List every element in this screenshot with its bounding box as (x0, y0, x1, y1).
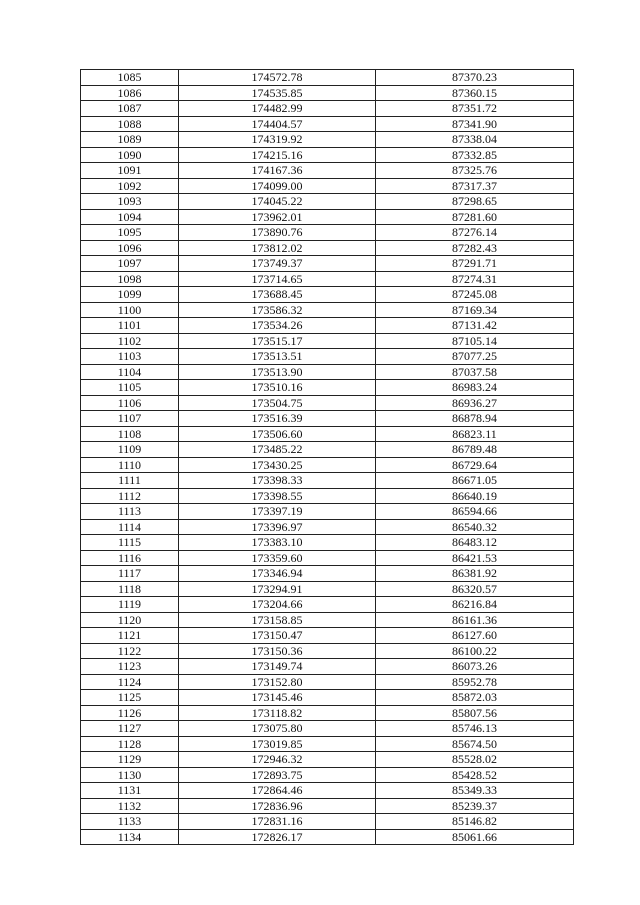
x-coordinate-cell: 174045.22 (179, 194, 376, 210)
y-coordinate-cell: 87274.31 (376, 271, 574, 287)
point-number-cell: 1096 (81, 240, 179, 256)
y-coordinate-cell: 86671.05 (376, 473, 574, 489)
point-number-cell: 1116 (81, 550, 179, 566)
point-number-cell: 1131 (81, 783, 179, 799)
y-coordinate-cell: 87317.37 (376, 178, 574, 194)
x-coordinate-cell: 173075.80 (179, 721, 376, 737)
table-row (81, 550, 574, 566)
point-number-cell: 1119 (81, 597, 179, 613)
point-number-cell: 1113 (81, 504, 179, 520)
y-coordinate-cell: 86823.11 (376, 426, 574, 442)
y-coordinate-cell: 85428.52 (376, 767, 574, 783)
x-coordinate-cell: 173152.80 (179, 674, 376, 690)
table-row (81, 519, 574, 535)
x-coordinate-cell: 173150.36 (179, 643, 376, 659)
table-row (81, 209, 574, 225)
x-coordinate-cell: 173749.37 (179, 256, 376, 272)
y-coordinate-cell: 85349.33 (376, 783, 574, 799)
table-row (81, 473, 574, 489)
point-number-cell: 1112 (81, 488, 179, 504)
table-row (81, 333, 574, 349)
y-coordinate-cell: 86789.48 (376, 442, 574, 458)
table-row (81, 566, 574, 582)
table-row (81, 442, 574, 458)
y-coordinate-cell: 87360.15 (376, 85, 574, 101)
coordinate-table (80, 69, 574, 845)
x-coordinate-cell: 173513.90 (179, 364, 376, 380)
point-number-cell: 1107 (81, 411, 179, 427)
point-number-cell: 1114 (81, 519, 179, 535)
y-coordinate-cell: 85239.37 (376, 798, 574, 814)
table-row (81, 690, 574, 706)
point-number-cell: 1105 (81, 380, 179, 396)
table-row (81, 116, 574, 132)
point-number-cell: 1100 (81, 302, 179, 318)
point-number-cell: 1102 (81, 333, 179, 349)
y-coordinate-cell: 86983.24 (376, 380, 574, 396)
table-row (81, 101, 574, 117)
x-coordinate-cell: 173504.75 (179, 395, 376, 411)
x-coordinate-cell: 173346.94 (179, 566, 376, 582)
point-number-cell: 1085 (81, 70, 179, 86)
y-coordinate-cell: 87077.25 (376, 349, 574, 365)
x-coordinate-cell: 174572.78 (179, 70, 376, 86)
y-coordinate-cell: 85146.82 (376, 814, 574, 830)
y-coordinate-cell: 87332.85 (376, 147, 574, 163)
x-coordinate-cell: 174535.85 (179, 85, 376, 101)
y-coordinate-cell: 87338.04 (376, 132, 574, 148)
y-coordinate-cell: 87245.08 (376, 287, 574, 303)
y-coordinate-cell: 87105.14 (376, 333, 574, 349)
y-coordinate-cell: 86878.94 (376, 411, 574, 427)
coordinate-table-body (81, 70, 574, 845)
y-coordinate-cell: 86127.60 (376, 628, 574, 644)
x-coordinate-cell: 173812.02 (179, 240, 376, 256)
table-row (81, 488, 574, 504)
table-row (81, 767, 574, 783)
point-number-cell: 1133 (81, 814, 179, 830)
point-number-cell: 1130 (81, 767, 179, 783)
table-row (81, 597, 574, 613)
table-row (81, 721, 574, 737)
y-coordinate-cell: 86729.64 (376, 457, 574, 473)
y-coordinate-cell: 87169.34 (376, 302, 574, 318)
y-coordinate-cell: 87325.76 (376, 163, 574, 179)
x-coordinate-cell: 173890.76 (179, 225, 376, 241)
table-row (81, 163, 574, 179)
point-number-cell: 1132 (81, 798, 179, 814)
x-coordinate-cell: 173513.51 (179, 349, 376, 365)
table-row (81, 225, 574, 241)
x-coordinate-cell: 173118.82 (179, 705, 376, 721)
point-number-cell: 1109 (81, 442, 179, 458)
x-coordinate-cell: 174167.36 (179, 163, 376, 179)
point-number-cell: 1129 (81, 752, 179, 768)
x-coordinate-cell: 173516.39 (179, 411, 376, 427)
y-coordinate-cell: 86216.84 (376, 597, 574, 613)
point-number-cell: 1108 (81, 426, 179, 442)
table-row (81, 194, 574, 210)
y-coordinate-cell: 85807.56 (376, 705, 574, 721)
y-coordinate-cell: 87281.60 (376, 209, 574, 225)
x-coordinate-cell: 173397.19 (179, 504, 376, 520)
point-number-cell: 1093 (81, 194, 179, 210)
y-coordinate-cell: 86320.57 (376, 581, 574, 597)
y-coordinate-cell: 86161.36 (376, 612, 574, 628)
x-coordinate-cell: 174215.16 (179, 147, 376, 163)
x-coordinate-cell: 173150.47 (179, 628, 376, 644)
table-row (81, 814, 574, 830)
x-coordinate-cell: 174319.92 (179, 132, 376, 148)
point-number-cell: 1127 (81, 721, 179, 737)
table-row (81, 798, 574, 814)
y-coordinate-cell: 87282.43 (376, 240, 574, 256)
point-number-cell: 1092 (81, 178, 179, 194)
y-coordinate-cell: 85674.50 (376, 736, 574, 752)
point-number-cell: 1120 (81, 612, 179, 628)
table-row (81, 457, 574, 473)
x-coordinate-cell: 173204.66 (179, 597, 376, 613)
y-coordinate-cell: 87341.90 (376, 116, 574, 132)
point-number-cell: 1099 (81, 287, 179, 303)
x-coordinate-cell: 173149.74 (179, 659, 376, 675)
x-coordinate-cell: 173396.97 (179, 519, 376, 535)
y-coordinate-cell: 85872.03 (376, 690, 574, 706)
y-coordinate-cell: 85528.02 (376, 752, 574, 768)
y-coordinate-cell: 86381.92 (376, 566, 574, 582)
table-row (81, 287, 574, 303)
table-row (81, 411, 574, 427)
point-number-cell: 1094 (81, 209, 179, 225)
x-coordinate-cell: 172826.17 (179, 829, 376, 845)
x-coordinate-cell: 173019.85 (179, 736, 376, 752)
point-number-cell: 1111 (81, 473, 179, 489)
y-coordinate-cell: 87351.72 (376, 101, 574, 117)
y-coordinate-cell: 85061.66 (376, 829, 574, 845)
table-row (81, 752, 574, 768)
point-number-cell: 1118 (81, 581, 179, 597)
y-coordinate-cell: 86936.27 (376, 395, 574, 411)
x-coordinate-cell: 173145.46 (179, 690, 376, 706)
point-number-cell: 1124 (81, 674, 179, 690)
point-number-cell: 1086 (81, 85, 179, 101)
table-row (81, 829, 574, 845)
table-row (81, 628, 574, 644)
point-number-cell: 1126 (81, 705, 179, 721)
table-row (81, 85, 574, 101)
point-number-cell: 1110 (81, 457, 179, 473)
table-row (81, 364, 574, 380)
table-row (81, 256, 574, 272)
x-coordinate-cell: 173586.32 (179, 302, 376, 318)
point-number-cell: 1087 (81, 101, 179, 117)
x-coordinate-cell: 173962.01 (179, 209, 376, 225)
table-row (81, 426, 574, 442)
x-coordinate-cell: 173714.65 (179, 271, 376, 287)
point-number-cell: 1097 (81, 256, 179, 272)
x-coordinate-cell: 173430.25 (179, 457, 376, 473)
point-number-cell: 1117 (81, 566, 179, 582)
point-number-cell: 1134 (81, 829, 179, 845)
y-coordinate-cell: 86594.66 (376, 504, 574, 520)
x-coordinate-cell: 173506.60 (179, 426, 376, 442)
x-coordinate-cell: 172831.16 (179, 814, 376, 830)
x-coordinate-cell: 173485.22 (179, 442, 376, 458)
table-row (81, 132, 574, 148)
table-row (81, 659, 574, 675)
table-row (81, 581, 574, 597)
table-row (81, 395, 574, 411)
table-row (81, 535, 574, 551)
point-number-cell: 1098 (81, 271, 179, 287)
point-number-cell: 1091 (81, 163, 179, 179)
x-coordinate-cell: 173294.91 (179, 581, 376, 597)
table-row (81, 504, 574, 520)
y-coordinate-cell: 87370.23 (376, 70, 574, 86)
table-row (81, 705, 574, 721)
x-coordinate-cell: 174482.99 (179, 101, 376, 117)
x-coordinate-cell: 173359.60 (179, 550, 376, 566)
y-coordinate-cell: 87291.71 (376, 256, 574, 272)
x-coordinate-cell: 173515.17 (179, 333, 376, 349)
x-coordinate-cell: 173534.26 (179, 318, 376, 334)
x-coordinate-cell: 173383.10 (179, 535, 376, 551)
point-number-cell: 1101 (81, 318, 179, 334)
point-number-cell: 1089 (81, 132, 179, 148)
point-number-cell: 1125 (81, 690, 179, 706)
y-coordinate-cell: 86421.53 (376, 550, 574, 566)
x-coordinate-cell: 173398.33 (179, 473, 376, 489)
table-row (81, 70, 574, 86)
x-coordinate-cell: 172836.96 (179, 798, 376, 814)
y-coordinate-cell: 87131.42 (376, 318, 574, 334)
point-number-cell: 1123 (81, 659, 179, 675)
x-coordinate-cell: 172864.46 (179, 783, 376, 799)
table-row (81, 147, 574, 163)
table-row (81, 674, 574, 690)
point-number-cell: 1121 (81, 628, 179, 644)
y-coordinate-cell: 86483.12 (376, 535, 574, 551)
point-number-cell: 1106 (81, 395, 179, 411)
point-number-cell: 1088 (81, 116, 179, 132)
table-row (81, 302, 574, 318)
y-coordinate-cell: 87298.65 (376, 194, 574, 210)
y-coordinate-cell: 85952.78 (376, 674, 574, 690)
table-row (81, 736, 574, 752)
point-number-cell: 1090 (81, 147, 179, 163)
table-row (81, 240, 574, 256)
point-number-cell: 1103 (81, 349, 179, 365)
table-row (81, 349, 574, 365)
point-number-cell: 1095 (81, 225, 179, 241)
table-row (81, 178, 574, 194)
y-coordinate-cell: 86100.22 (376, 643, 574, 659)
point-number-cell: 1104 (81, 364, 179, 380)
table-row (81, 271, 574, 287)
table-row (81, 318, 574, 334)
point-number-cell: 1128 (81, 736, 179, 752)
y-coordinate-cell: 86073.26 (376, 659, 574, 675)
x-coordinate-cell: 174404.57 (179, 116, 376, 132)
table-row (81, 643, 574, 659)
x-coordinate-cell: 173510.16 (179, 380, 376, 396)
table-row (81, 380, 574, 396)
x-coordinate-cell: 173158.85 (179, 612, 376, 628)
y-coordinate-cell: 85746.13 (376, 721, 574, 737)
table-row (81, 783, 574, 799)
x-coordinate-cell: 174099.00 (179, 178, 376, 194)
x-coordinate-cell: 173398.55 (179, 488, 376, 504)
x-coordinate-cell: 172893.75 (179, 767, 376, 783)
x-coordinate-cell: 173688.45 (179, 287, 376, 303)
table-row (81, 612, 574, 628)
x-coordinate-cell: 172946.32 (179, 752, 376, 768)
point-number-cell: 1122 (81, 643, 179, 659)
y-coordinate-cell: 86640.19 (376, 488, 574, 504)
y-coordinate-cell: 87037.58 (376, 364, 574, 380)
point-number-cell: 1115 (81, 535, 179, 551)
y-coordinate-cell: 87276.14 (376, 225, 574, 241)
y-coordinate-cell: 86540.32 (376, 519, 574, 535)
